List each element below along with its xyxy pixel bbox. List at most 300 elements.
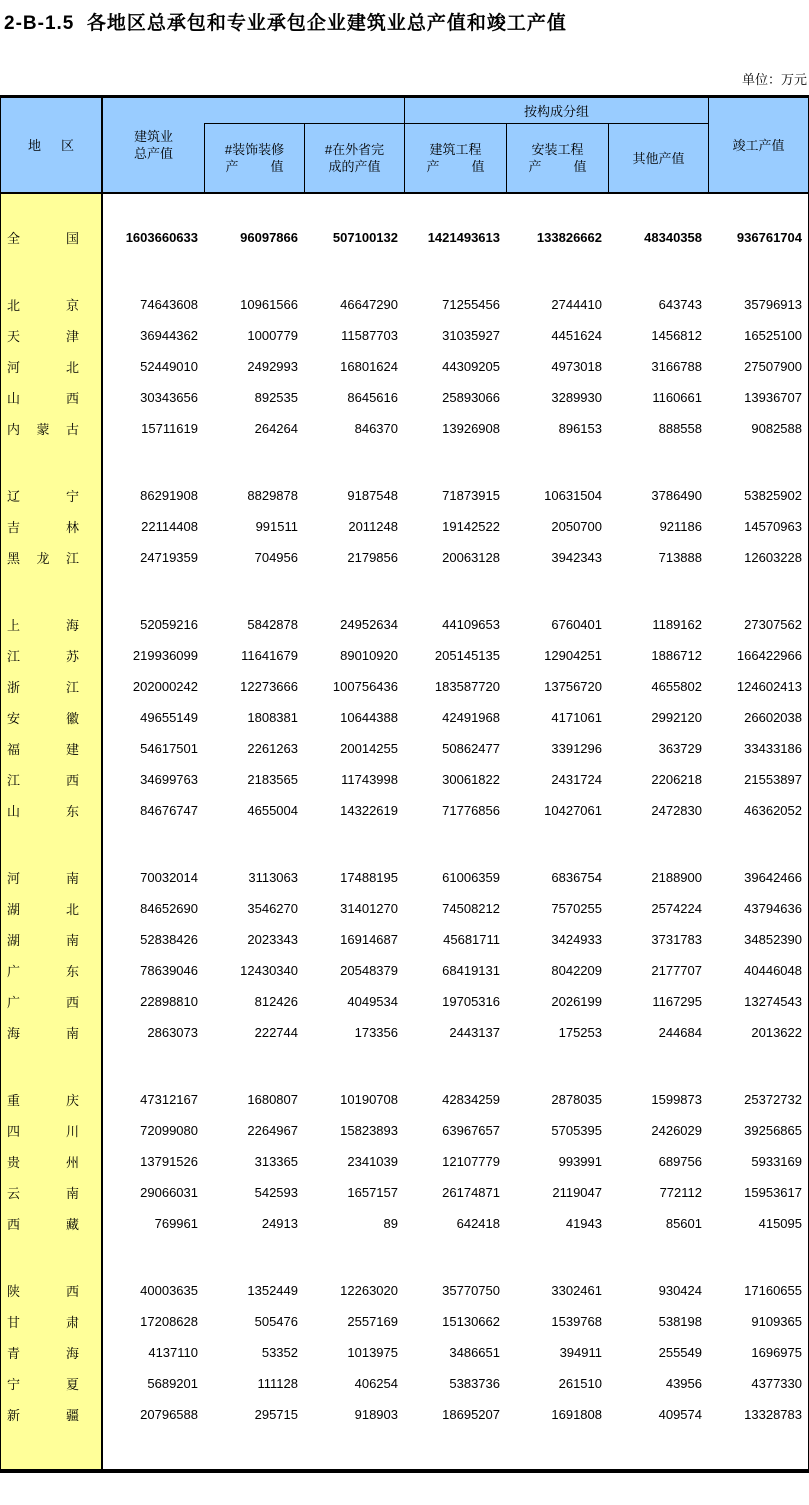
region-name: 宁 夏 <box>7 1377 79 1392</box>
value-cell: 10631504 <box>544 488 602 503</box>
region-name: 内 蒙 古 <box>7 422 79 437</box>
value-cell: 39256865 <box>744 1123 802 1138</box>
value-cell: 43794636 <box>744 901 802 916</box>
value-cell: 2261263 <box>247 741 298 756</box>
value-cell: 6760401 <box>551 617 602 632</box>
value-cell: 22898810 <box>140 994 198 1009</box>
value-cell: 3486651 <box>449 1345 500 1360</box>
value-cell: 5383736 <box>449 1376 500 1391</box>
value-cell: 2863073 <box>147 1025 198 1040</box>
value-cell: 812426 <box>254 994 298 1009</box>
value-cell: 542593 <box>254 1185 298 1200</box>
value-cell: 2206218 <box>651 772 702 787</box>
value-cell: 313365 <box>254 1154 298 1169</box>
value-cell: 34852390 <box>744 932 802 947</box>
value-cell: 2431724 <box>551 772 602 787</box>
value-cell: 17160655 <box>744 1283 802 1298</box>
header-construction-works-line1: 建筑工程 <box>429 142 482 157</box>
value-cell: 17208628 <box>140 1314 198 1329</box>
region-name: 重 庆 <box>7 1093 79 1108</box>
header-construction-works-line2: 产 值 <box>426 159 485 174</box>
table-row <box>1 542 808 573</box>
value-cell: 15711619 <box>141 421 198 436</box>
region-name: 甘 肃 <box>7 1315 79 1330</box>
value-cell: 6836754 <box>551 870 602 885</box>
table-row <box>1 609 808 640</box>
value-cell: 1000779 <box>247 328 298 343</box>
value-cell: 4377330 <box>751 1376 802 1391</box>
value-cell: 5705395 <box>551 1123 602 1138</box>
region-name: 陕 西 <box>7 1284 79 1299</box>
value-cell: 36944362 <box>140 328 198 343</box>
value-cell: 25372732 <box>744 1092 802 1107</box>
value-cell: 507100132 <box>332 230 398 245</box>
value-cell: 202000242 <box>132 679 198 694</box>
value-cell: 89 <box>383 1216 398 1231</box>
value-cell: 8829878 <box>247 488 298 503</box>
table-row <box>1 1368 808 1399</box>
region-name: 江 西 <box>7 773 79 788</box>
value-cell: 24952634 <box>340 617 398 632</box>
value-cell: 54617501 <box>140 741 198 756</box>
value-cell: 244684 <box>658 1025 702 1040</box>
region-name: 青 海 <box>7 1346 79 1361</box>
value-cell: 222744 <box>254 1025 298 1040</box>
value-cell: 11743998 <box>341 772 398 787</box>
value-cell: 20548379 <box>340 963 398 978</box>
value-cell: 53825902 <box>744 488 802 503</box>
divider-horizontal-subheader <box>204 123 708 124</box>
value-cell: 63967657 <box>442 1123 500 1138</box>
value-cell: 40003635 <box>140 1283 198 1298</box>
region-group <box>1 862 808 1048</box>
region-group <box>1 289 808 444</box>
value-cell: 124602413 <box>736 679 802 694</box>
value-cell: 78639046 <box>140 963 198 978</box>
table-row <box>1 1275 808 1306</box>
value-cell: 261510 <box>558 1376 602 1391</box>
value-cell: 9187548 <box>347 488 398 503</box>
value-cell: 772112 <box>659 1185 702 1200</box>
value-cell: 42834259 <box>442 1092 500 1107</box>
value-cell: 2472830 <box>651 803 702 818</box>
value-cell: 72099080 <box>140 1123 198 1138</box>
value-cell: 930424 <box>658 1283 702 1298</box>
value-cell: 46647290 <box>340 297 398 312</box>
header-total-output <box>103 98 204 192</box>
value-cell: 24719359 <box>140 550 198 565</box>
value-cell: 40446048 <box>744 963 802 978</box>
header-by-composition-group: 按构成分组 <box>523 103 589 119</box>
value-cell: 39642466 <box>744 870 802 885</box>
value-cell: 4049534 <box>347 994 398 1009</box>
table-row <box>1 764 808 795</box>
value-cell: 1599873 <box>651 1092 702 1107</box>
region-name: 山 东 <box>7 804 79 819</box>
value-cell: 16525100 <box>744 328 802 343</box>
table-row <box>1 640 808 671</box>
value-cell: 2557169 <box>347 1314 398 1329</box>
value-cell: 31401270 <box>340 901 398 916</box>
value-cell: 68419131 <box>442 963 500 978</box>
value-cell: 33433186 <box>744 741 802 756</box>
region-name: 贵 州 <box>7 1155 79 1170</box>
region-name: 上 海 <box>7 618 79 633</box>
value-cell: 16914687 <box>340 932 398 947</box>
value-cell: 24913 <box>261 1216 298 1231</box>
unit-label: 单位：万元 <box>741 72 807 87</box>
value-cell: 219936099 <box>132 648 198 663</box>
value-cell: 27307562 <box>744 617 802 632</box>
value-cell: 704956 <box>254 550 298 565</box>
table-row <box>1 511 808 542</box>
header-region <box>1 98 101 192</box>
value-cell: 52449010 <box>140 359 198 374</box>
value-cell: 30343656 <box>140 390 198 405</box>
value-cell: 713888 <box>658 550 702 565</box>
value-cell: 3731783 <box>651 932 702 947</box>
value-cell: 993991 <box>558 1154 602 1169</box>
value-cell: 9109365 <box>751 1314 802 1329</box>
region-name: 山 西 <box>7 391 79 406</box>
value-cell: 1603660633 <box>125 230 198 245</box>
value-cell: 12273666 <box>240 679 298 694</box>
header-decoration-output-line2: 产 值 <box>225 159 284 174</box>
value-cell: 15953617 <box>744 1185 802 1200</box>
value-cell: 13791526 <box>140 1154 198 1169</box>
value-cell: 13756720 <box>544 679 602 694</box>
region-name: 湖 北 <box>7 902 79 917</box>
value-cell: 10427061 <box>544 803 602 818</box>
table-row <box>1 320 808 351</box>
value-cell: 20796588 <box>140 1407 198 1422</box>
value-cell: 35796913 <box>744 297 802 312</box>
table-row <box>1 986 808 1017</box>
value-cell: 2179856 <box>347 550 398 565</box>
value-cell: 255549 <box>658 1345 702 1360</box>
divider-vertical <box>708 98 709 192</box>
header-installation-works-line2: 产 值 <box>528 159 587 174</box>
value-cell: 86291908 <box>140 488 198 503</box>
value-cell: 846370 <box>354 421 398 436</box>
value-cell: 1189162 <box>652 617 702 632</box>
value-cell: 20014255 <box>340 741 398 756</box>
value-cell: 30061822 <box>442 772 500 787</box>
value-cell: 1657157 <box>347 1185 398 1200</box>
divider-vertical <box>204 124 205 192</box>
value-cell: 2050700 <box>551 519 602 534</box>
value-cell: 9082588 <box>751 421 802 436</box>
value-cell: 53352 <box>261 1345 298 1360</box>
region-name: 河 南 <box>7 871 79 886</box>
header-installation-works-line1: 安装工程 <box>531 142 584 157</box>
value-cell: 394911 <box>559 1345 602 1360</box>
divider-vertical <box>608 124 609 192</box>
value-cell: 936761704 <box>736 230 802 245</box>
value-cell: 2023343 <box>247 932 298 947</box>
header-completed-output: 竣工产值 <box>732 137 785 153</box>
value-cell: 27507900 <box>744 359 802 374</box>
value-cell: 415095 <box>758 1216 802 1231</box>
table-row <box>1 955 808 986</box>
value-cell: 45681711 <box>443 932 500 947</box>
divider-vertical <box>506 124 507 192</box>
value-cell: 918903 <box>354 1407 398 1422</box>
value-cell: 896153 <box>558 421 602 436</box>
value-cell: 15130662 <box>442 1314 500 1329</box>
value-cell: 52838426 <box>140 932 198 947</box>
value-cell: 2878035 <box>551 1092 602 1107</box>
statistics-table <box>0 95 809 1473</box>
value-cell: 31035927 <box>442 328 500 343</box>
table-row <box>1 480 808 511</box>
header-decoration-output-line1: #装饰装修 <box>224 142 285 157</box>
value-cell: 4451624 <box>551 328 602 343</box>
region-name: 河 北 <box>7 360 79 375</box>
value-cell: 13926908 <box>442 421 500 436</box>
value-cell: 4973018 <box>551 359 602 374</box>
value-cell: 89010920 <box>340 648 398 663</box>
value-cell: 71873915 <box>442 488 500 503</box>
page-title: 2-B-1.5 各地区总承包和专业承包企业建筑业总产值和竣工产值 <box>4 13 567 34</box>
value-cell: 406254 <box>354 1376 398 1391</box>
value-cell: 12263020 <box>340 1283 398 1298</box>
value-cell: 3424933 <box>551 932 602 947</box>
value-cell: 409574 <box>658 1407 702 1422</box>
value-cell: 3391296 <box>551 741 602 756</box>
value-cell: 166422966 <box>736 648 802 663</box>
value-cell: 642418 <box>456 1216 500 1231</box>
value-cell: 689756 <box>658 1154 702 1169</box>
region-name: 广 东 <box>7 964 79 979</box>
table-row <box>1 1115 808 1146</box>
value-cell: 8645616 <box>347 390 398 405</box>
header-installation-works-output <box>507 124 608 192</box>
value-cell: 48340358 <box>644 230 702 245</box>
region-name: 全 国 <box>7 231 79 246</box>
value-cell: 12603228 <box>744 550 802 565</box>
value-cell: 13274543 <box>744 994 802 1009</box>
value-cell: 10961566 <box>240 297 298 312</box>
value-cell: 5689201 <box>147 1376 198 1391</box>
value-cell: 295715 <box>254 1407 298 1422</box>
value-cell: 14570963 <box>744 519 802 534</box>
value-cell: 19142522 <box>442 519 500 534</box>
value-cell: 888558 <box>658 421 702 436</box>
value-cell: 175253 <box>558 1025 602 1040</box>
header-out-of-province-output <box>305 124 404 192</box>
value-cell: 4655802 <box>651 679 702 694</box>
value-cell: 49655149 <box>140 710 198 725</box>
value-cell: 26174871 <box>442 1185 500 1200</box>
region-name: 新 疆 <box>7 1408 79 1423</box>
value-cell: 173356 <box>354 1025 398 1040</box>
value-cell: 2188900 <box>651 870 702 885</box>
region-name: 吉 林 <box>7 520 79 535</box>
value-cell: 46362052 <box>744 803 802 818</box>
value-cell: 18695207 <box>442 1407 500 1422</box>
value-cell: 1352449 <box>247 1283 298 1298</box>
value-cell: 3942343 <box>551 550 602 565</box>
value-cell: 71255456 <box>442 297 500 312</box>
value-cell: 1691808 <box>551 1407 602 1422</box>
value-cell: 133826662 <box>536 230 602 245</box>
value-cell: 74643608 <box>140 297 198 312</box>
region-name: 辽 宁 <box>7 489 79 504</box>
value-cell: 11641679 <box>241 648 298 663</box>
header-region-label: 地 区 <box>28 137 74 153</box>
value-cell: 4171061 <box>551 710 602 725</box>
value-cell: 7570255 <box>551 901 602 916</box>
region-name: 浙 江 <box>7 680 79 695</box>
value-cell: 3113063 <box>248 870 298 885</box>
table-header <box>1 98 808 194</box>
table-body <box>1 194 808 1469</box>
value-cell: 2341039 <box>347 1154 398 1169</box>
region-group <box>1 1084 808 1239</box>
value-cell: 10190708 <box>340 1092 398 1107</box>
value-cell: 26602038 <box>744 710 802 725</box>
header-out-of-province-line2: 成的产值 <box>328 159 381 174</box>
value-cell: 44309205 <box>442 359 500 374</box>
value-cell: 3289930 <box>551 390 602 405</box>
value-cell: 1013975 <box>347 1345 398 1360</box>
value-cell: 1456812 <box>651 328 702 343</box>
region-name: 四 川 <box>7 1124 79 1139</box>
header-decoration-output <box>205 124 304 192</box>
divider-vertical <box>304 124 305 192</box>
value-cell: 2426029 <box>651 1123 702 1138</box>
region-name: 广 西 <box>7 995 79 1010</box>
value-cell: 1886712 <box>651 648 702 663</box>
value-cell: 25893066 <box>442 390 500 405</box>
value-cell: 8042209 <box>551 963 602 978</box>
header-construction-works-output <box>405 124 506 192</box>
value-cell: 12107779 <box>442 1154 500 1169</box>
value-cell: 205145135 <box>434 648 500 663</box>
value-cell: 21553897 <box>744 772 802 787</box>
value-cell: 2992120 <box>651 710 702 725</box>
value-cell: 921186 <box>659 519 702 534</box>
table-row <box>1 1337 808 1368</box>
value-cell: 111128 <box>257 1376 298 1391</box>
value-cell: 11587703 <box>341 328 398 343</box>
region-name: 西 藏 <box>7 1217 79 1232</box>
value-cell: 84652690 <box>140 901 198 916</box>
region-name: 黑 龙 江 <box>7 551 79 566</box>
region-group <box>1 222 808 253</box>
table-row <box>1 413 808 444</box>
region-name: 海 南 <box>7 1026 79 1041</box>
value-cell: 2744410 <box>551 297 602 312</box>
table-row <box>1 222 808 253</box>
table-row <box>1 1399 808 1430</box>
table-row <box>1 382 808 413</box>
value-cell: 1167295 <box>652 994 702 1009</box>
value-cell: 41943 <box>565 1216 602 1231</box>
table-row <box>1 862 808 893</box>
table-row <box>1 1177 808 1208</box>
value-cell: 61006359 <box>442 870 500 885</box>
table-row <box>1 289 808 320</box>
value-cell: 35770750 <box>442 1283 500 1298</box>
table-row <box>1 893 808 924</box>
value-cell: 643743 <box>658 297 702 312</box>
divider-region-column <box>101 98 103 192</box>
table-row <box>1 924 808 955</box>
value-cell: 3166788 <box>651 359 702 374</box>
value-cell: 4137110 <box>148 1345 198 1360</box>
value-cell: 363729 <box>658 741 702 756</box>
value-cell: 892535 <box>254 390 298 405</box>
divider-vertical <box>404 98 405 192</box>
value-cell: 1421493613 <box>427 230 500 245</box>
value-cell: 2013622 <box>751 1025 802 1040</box>
value-cell: 3546270 <box>247 901 298 916</box>
value-cell: 71776856 <box>442 803 500 818</box>
value-cell: 42491968 <box>442 710 500 725</box>
value-cell: 1160661 <box>652 390 702 405</box>
value-cell: 50862477 <box>442 741 500 756</box>
region-name: 江 苏 <box>7 649 79 664</box>
value-cell: 2119047 <box>552 1185 602 1200</box>
table-row <box>1 1146 808 1177</box>
value-cell: 12430340 <box>240 963 298 978</box>
table-row <box>1 702 808 733</box>
region-name: 北 京 <box>7 298 79 313</box>
header-total-output-line1: 建筑业 <box>133 129 173 144</box>
value-cell: 70032014 <box>140 870 198 885</box>
value-cell: 5842878 <box>247 617 298 632</box>
value-cell: 84676747 <box>140 803 198 818</box>
value-cell: 43956 <box>665 1376 702 1391</box>
table-row <box>1 1208 808 1239</box>
value-cell: 1539768 <box>551 1314 602 1329</box>
value-cell: 2026199 <box>551 994 602 1009</box>
value-cell: 22114408 <box>141 519 198 534</box>
value-cell: 13936707 <box>744 390 802 405</box>
value-cell: 15823893 <box>340 1123 398 1138</box>
value-cell: 505476 <box>254 1314 298 1329</box>
table-row <box>1 351 808 382</box>
value-cell: 52059216 <box>140 617 198 632</box>
value-cell: 19705316 <box>442 994 500 1009</box>
value-cell: 3302461 <box>551 1283 602 1298</box>
value-cell: 96097866 <box>240 230 298 245</box>
value-cell: 100756436 <box>332 679 398 694</box>
region-name: 安 徽 <box>7 711 79 726</box>
value-cell: 2574224 <box>651 901 702 916</box>
value-cell: 85601 <box>665 1216 702 1231</box>
value-cell: 74508212 <box>442 901 500 916</box>
value-cell: 2264967 <box>247 1123 298 1138</box>
value-cell: 1696975 <box>751 1345 802 1360</box>
value-cell: 1808381 <box>247 710 298 725</box>
region-name: 福 建 <box>7 742 79 757</box>
value-cell: 1680807 <box>247 1092 298 1107</box>
value-cell: 5933169 <box>751 1154 802 1169</box>
value-cell: 44109653 <box>442 617 500 632</box>
header-other-output: 其他产值 <box>632 150 685 166</box>
region-name: 天 津 <box>7 329 79 344</box>
header-total-output-line2: 总产值 <box>133 146 173 161</box>
table-row <box>1 671 808 702</box>
value-cell: 12904251 <box>544 648 602 663</box>
value-cell: 20063128 <box>442 550 500 565</box>
table-row <box>1 1084 808 1115</box>
value-cell: 16801624 <box>340 359 398 374</box>
region-group <box>1 1275 808 1430</box>
